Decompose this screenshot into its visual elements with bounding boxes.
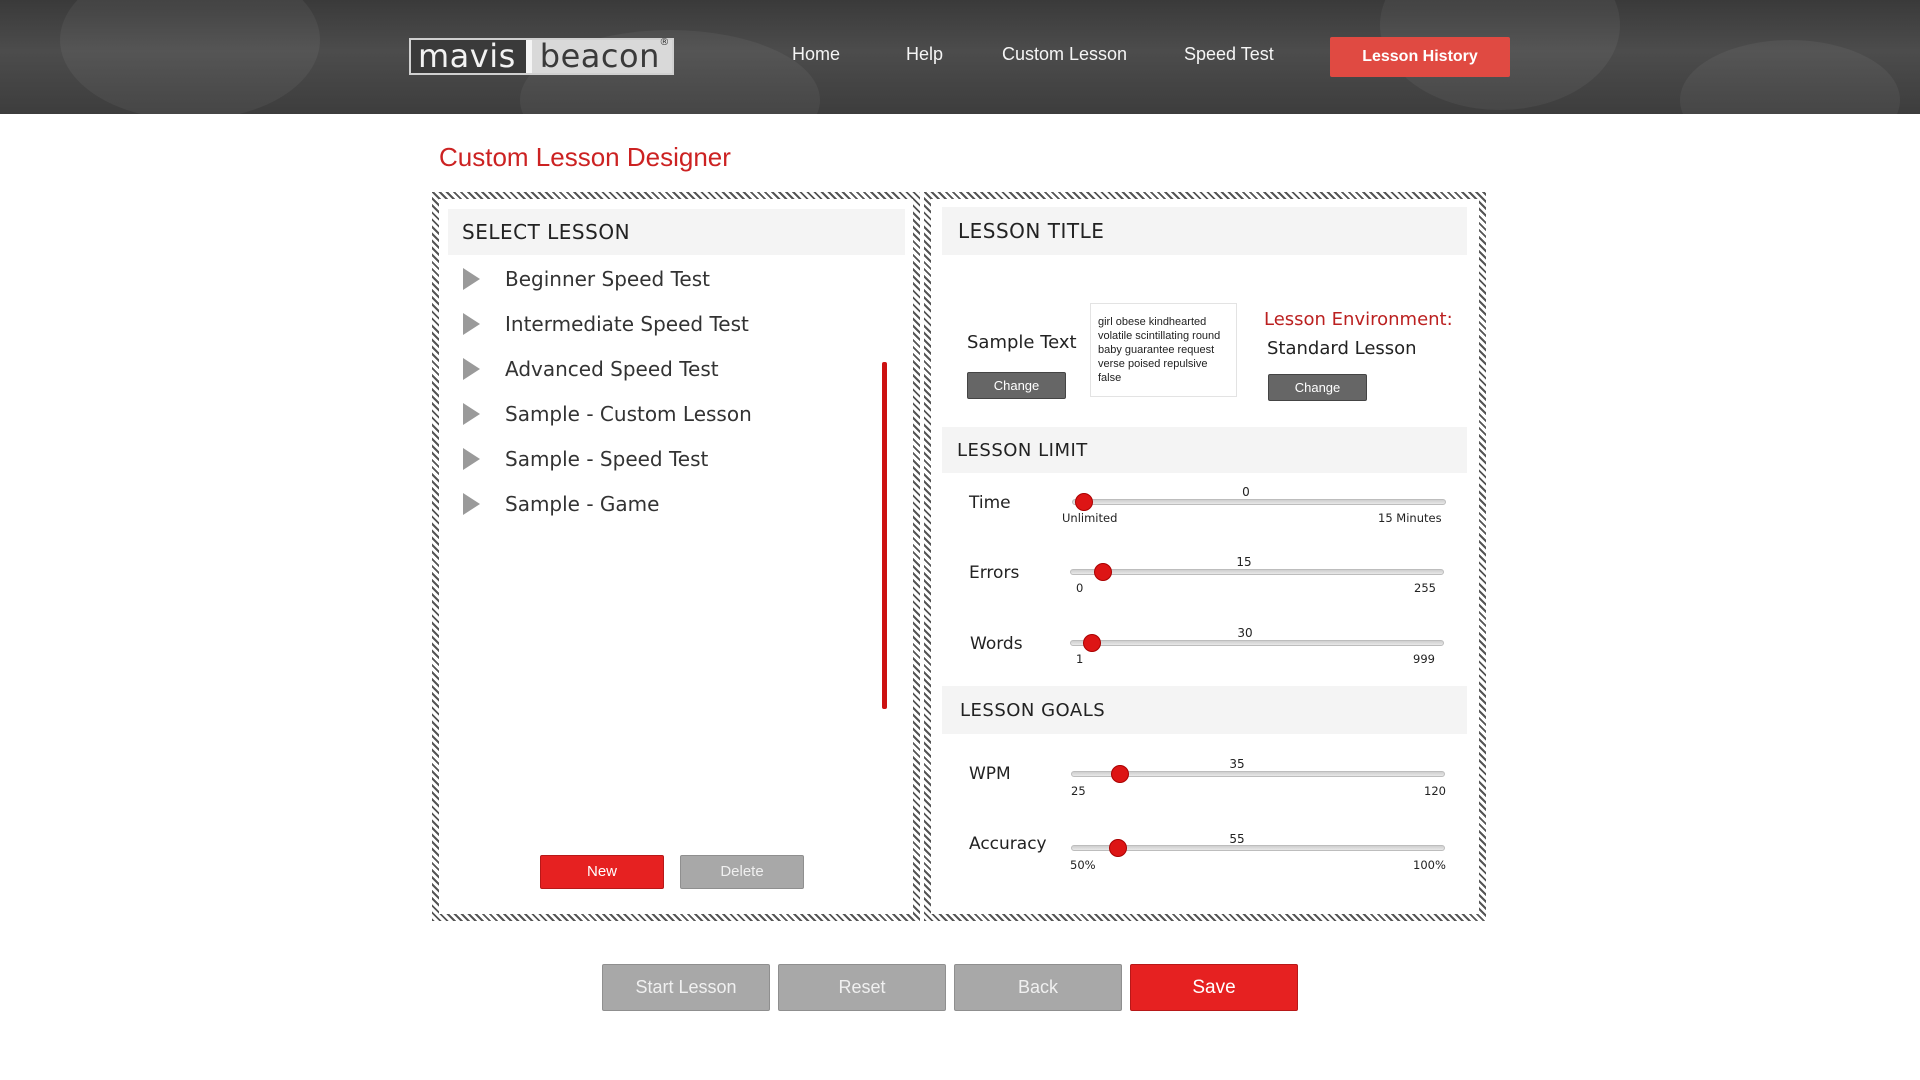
- lesson-title-heading: LESSON TITLE: [942, 207, 1467, 255]
- delete-lesson-button[interactable]: Delete: [680, 855, 804, 889]
- reset-button[interactable]: Reset: [778, 964, 946, 1011]
- play-arrow-icon: [463, 313, 480, 335]
- header-bg-shape: [60, 0, 320, 114]
- save-button[interactable]: Save: [1130, 964, 1298, 1011]
- sample-text-preview: girl obese kindhearted volatile scintillating round baby guarantee request verse poised repulsive false: [1090, 303, 1237, 397]
- play-arrow-icon: [463, 358, 480, 380]
- errors-slider-label: Errors: [969, 563, 1020, 583]
- accuracy-slider-value: 55: [1229, 832, 1245, 846]
- change-sample-text-button[interactable]: Change: [967, 372, 1066, 399]
- top-header: [0, 0, 1920, 114]
- lesson-list-scrollbar[interactable]: [882, 362, 887, 709]
- wpm-slider-thumb[interactable]: [1111, 765, 1129, 783]
- words-slider-max: 999: [1413, 652, 1435, 666]
- accuracy-slider-track[interactable]: [1071, 845, 1445, 851]
- words-slider-value: 30: [1237, 626, 1253, 640]
- lesson-limit-heading: LESSON LIMIT: [942, 427, 1467, 473]
- new-lesson-button[interactable]: New: [540, 855, 664, 889]
- select-lesson-panel-inner: [439, 199, 913, 914]
- lesson-item[interactable]: [463, 309, 749, 339]
- time-slider-thumb[interactable]: [1075, 493, 1093, 511]
- header-bg-shape: [1680, 40, 1900, 114]
- lesson-item[interactable]: [463, 354, 719, 384]
- lesson-item[interactable]: [463, 489, 659, 519]
- errors-slider-min: 0: [1076, 581, 1084, 595]
- accuracy-slider-min: 50%: [1070, 858, 1096, 872]
- lesson-item-label: Sample - Custom Lesson: [505, 402, 752, 426]
- lesson-item-label: Sample - Game: [505, 492, 660, 516]
- nav-home[interactable]: Home: [792, 44, 841, 64]
- select-lesson-panel: [432, 192, 920, 921]
- lesson-goals-heading: LESSON GOALS: [942, 686, 1467, 734]
- lesson-environment-value: Standard Lesson: [1267, 338, 1417, 359]
- nav-speed-test[interactable]: Speed Test: [1184, 44, 1274, 64]
- time-slider-value: 0: [1242, 485, 1250, 499]
- wpm-slider-value: 35: [1229, 757, 1245, 771]
- lesson-item-label: Intermediate Speed Test: [505, 312, 749, 336]
- time-slider-track[interactable]: [1072, 499, 1446, 505]
- mavis-beacon-logo[interactable]: [409, 38, 674, 75]
- registered-mark: ®: [659, 37, 670, 48]
- accuracy-slider-label: Accuracy: [969, 834, 1047, 854]
- lesson-item[interactable]: [463, 399, 752, 429]
- words-slider-label: Words: [970, 634, 1023, 654]
- back-button[interactable]: Back: [954, 964, 1122, 1011]
- change-environment-button[interactable]: Change: [1268, 374, 1367, 401]
- lesson-item-label: Advanced Speed Test: [505, 357, 719, 381]
- play-arrow-icon: [463, 268, 480, 290]
- wpm-slider-min: 25: [1071, 784, 1086, 798]
- lesson-settings-panel: [924, 192, 1486, 921]
- sample-text-label: Sample Text: [967, 332, 1077, 353]
- logo-mavis: mavis: [411, 40, 526, 73]
- words-slider-min: 1: [1076, 652, 1084, 666]
- logo-beacon-text: beacon: [539, 37, 660, 75]
- time-slider-min: Unlimited: [1062, 511, 1118, 525]
- nav-custom-lesson[interactable]: Custom Lesson: [1002, 44, 1128, 64]
- logo-beacon: [526, 37, 672, 75]
- time-slider-max: 15 Minutes: [1378, 511, 1442, 525]
- wpm-slider-max: 120: [1424, 784, 1446, 798]
- accuracy-slider-thumb[interactable]: [1109, 839, 1127, 857]
- nav-lesson-history-button[interactable]: Lesson History: [1330, 37, 1510, 77]
- errors-slider-value: 15: [1236, 555, 1252, 569]
- page-title: Custom Lesson Designer: [439, 142, 731, 172]
- nav-help[interactable]: Help: [906, 44, 944, 64]
- errors-slider-thumb[interactable]: [1094, 563, 1112, 581]
- select-lesson-heading: SELECT LESSON: [448, 209, 905, 255]
- lesson-item[interactable]: [463, 264, 710, 294]
- lesson-item-label: Sample - Speed Test: [505, 447, 709, 471]
- lesson-item-label: Beginner Speed Test: [505, 267, 710, 291]
- play-arrow-icon: [463, 403, 480, 425]
- wpm-slider-label: WPM: [969, 764, 1011, 784]
- start-lesson-button[interactable]: Start Lesson: [602, 964, 770, 1011]
- accuracy-slider-max: 100%: [1413, 858, 1446, 872]
- play-arrow-icon: [463, 493, 480, 515]
- time-slider-label: Time: [969, 493, 1011, 513]
- words-slider-track[interactable]: [1070, 640, 1444, 646]
- play-arrow-icon: [463, 448, 480, 470]
- errors-slider-max: 255: [1414, 581, 1436, 595]
- lesson-item[interactable]: [463, 444, 708, 474]
- lesson-environment-label: Lesson Environment:: [1264, 309, 1453, 330]
- errors-slider-track[interactable]: [1070, 569, 1444, 575]
